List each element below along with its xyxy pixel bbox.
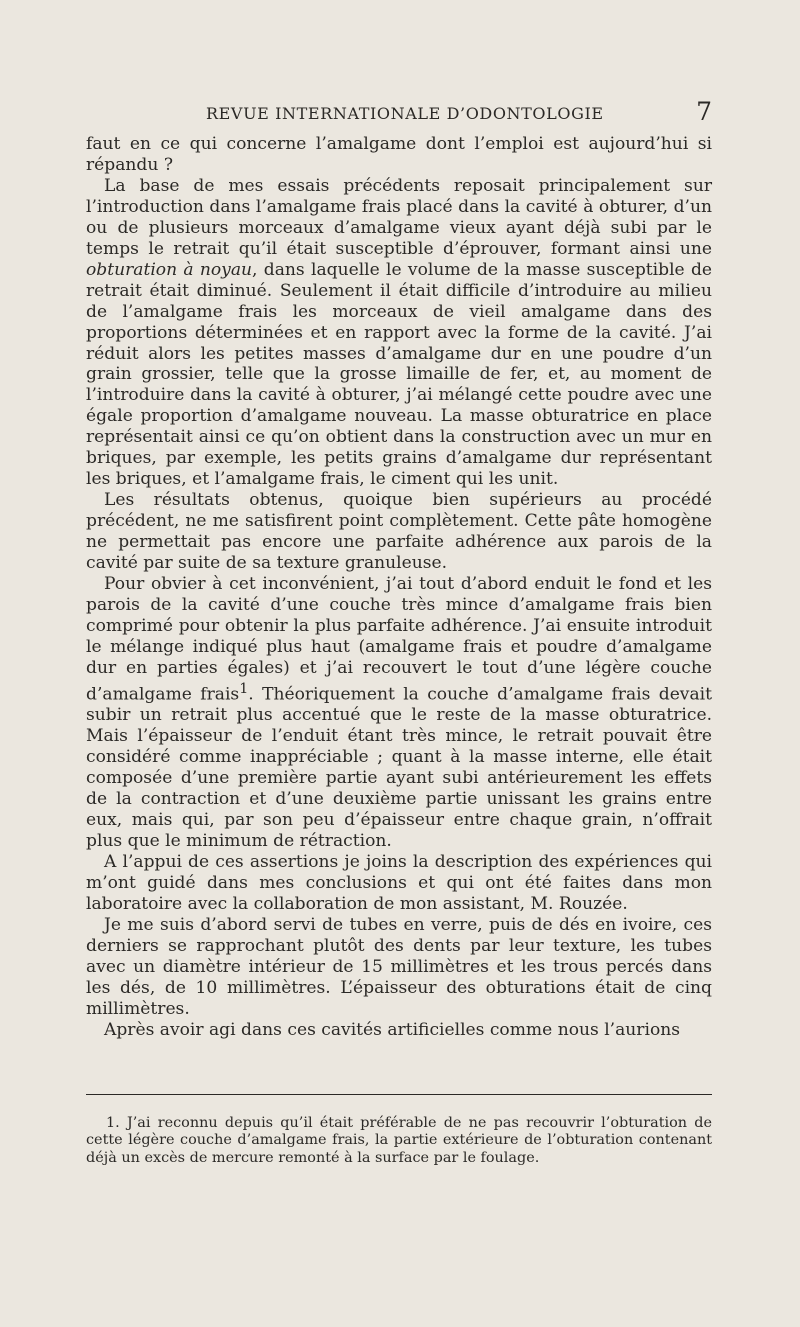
footnote-reference: 1: [239, 680, 249, 697]
body-text: [86, 134, 712, 1041]
footnote-text: J’ai reconnu depuis qu’il était préférable de ne pas recouvrir l’obturation de cette légère couche d’amalgame frais, la partie extérieure de l’obturation contenant déjà un excès de mercure remonté à la surface par le foulage.: [86, 1115, 713, 1166]
running-title: REVUE INTERNATIONALE D’ODONTOLOGIE: [206, 104, 604, 123]
paragraph-4: [86, 574, 712, 852]
paragraph-4-start: Pour obvier à cet inconvénient, j’ai tout d’abord enduit le fond et les parois de la cavité d’une couche très mince d’amalgame frais bien comprimé pour obtenir la plus parfaite adhérence. J’ai ensuite introduit le mélange indiqué plus haut (amalgame frais et poudre d’amalgame dur en parties égales) et j’ai recouvert le tout d’une légère couche d’amalgame frais: [86, 574, 712, 705]
running-header: [86, 97, 712, 128]
paragraph-3: Les résultats obtenus, quoique bien supérieurs au procédé précédent, ne me satisfirent point complètement. Cette pâte homogène ne permettait pas encore une parfaite adhérence aux parois de la cavité par suite de sa texture granuleuse.: [86, 490, 712, 574]
paragraph-2: [86, 176, 712, 490]
paragraph-2-start: La base de mes essais précédents reposait principalement sur l’introduction dans l’amalgame frais placé dans la cavité à obturer, d’un ou de plusieurs morceaux d’amalgame vieux ayant déjà subi par le temps le retrait qu’il était susceptible d’éprouver, formant ainsi une: [86, 175, 712, 259]
paragraph-6: Je me suis d’abord servi de tubes en verre, puis de dés en ivoire, ces derniers se rapprochant plutôt des dents par leur texture, les tubes avec un diamètre intérieur de 15 millimètres et les trous percés dans les dés, de 10 millimètres. L’épaisseur des obturations était de cinq millimètres.: [86, 914, 712, 1019]
footnote-mark: 1.: [106, 1115, 120, 1131]
footnote-divider: [86, 1094, 712, 1095]
emphasis-obturation-a-noyau: obturation à noyau: [86, 259, 253, 280]
page-number: 7: [696, 97, 712, 126]
paragraph-1: faut en ce qui concerne l’amalgame dont l’emploi est aujourd’hui si répandu ?: [86, 134, 712, 175]
paragraph-4-end: . Théoriquement la couche d’amalgame frais devait subir un retrait plus accentué que le reste de la masse obturatrice. Mais l’épaisseur de l’enduit étant très mince, le retrait pouvait être considéré comme inappréciable ; quant à la masse interne, elle était composée d’une première partie ayant subi antérieurement les effets de la contraction et d’une deuxième partie unissant les grains entre eux, mais qui, par son peu d’épaisseur entre chaque grain, n’offrait plus que le minimum de rétraction.: [86, 684, 712, 852]
paragraph-7: Après avoir agi dans ces cavités artificielles comme nous l’aurions: [104, 1019, 681, 1040]
footnote: [86, 1115, 712, 1167]
paragraph-5: A l’appui de ces assertions je joins la description des expériences qui m’ont guidé dans mes conclusions et qui ont été faites dans mon laboratoire avec la collaboration de mon assistant, M. Rouzée.: [86, 852, 712, 914]
paragraph-2-end: , dans laquelle le volume de la masse susceptible de retrait était diminué. Seulement il était difficile d’introduire au milieu de l’amalgame frais les morceaux de vieil amalgame dans des proportions déterminées et en rapport avec la forme de la cavité. J’ai réduit alors les petites masses d’amalgame dur en une poudre d’un grain grossier, telle que la grosse limaille de fer, et, au moment de l’introduire dans la cavité à obturer, j’ai mélangé cette poudre avec une égale proportion d’amalgame nouveau. La masse obturatrice en place représentait ainsi ce qu’on obtient dans la construction avec un mur en briques, par exemple, les petits grains d’amalgame dur représentant les briques, et l’amalgame frais, le ciment qui les unit.: [86, 259, 712, 490]
